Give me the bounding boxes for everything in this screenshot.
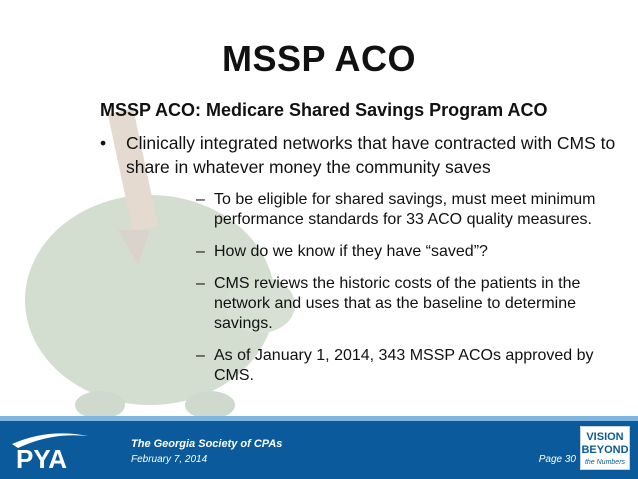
page-number: Page 30: [538, 454, 576, 465]
sub-bullet-text: CMS reviews the historic costs of the patients in the network and uses that as the baseline to determine savings.: [214, 275, 581, 332]
sub-bullet-text: To be eligible for shared savings, must meet minimum performance standards for 33 ACO quality measures.: [214, 191, 596, 228]
sub-bullet-marker: –: [196, 243, 205, 260]
bullet-marker: •: [100, 133, 107, 153]
badge-line-3: the Numbers: [584, 459, 626, 466]
main-bullet: [100, 131, 620, 179]
sub-bullet: [196, 346, 626, 386]
footer-bar: [0, 416, 638, 479]
pya-logo-icon: [8, 426, 116, 472]
sub-bullet-marker: –: [196, 347, 205, 364]
sub-bullet-text: As of January 1, 2014, 343 MSSP ACOs approved by CMS.: [214, 347, 594, 384]
slide-title: MSSP ACO: [221, 38, 417, 79]
footer-accent-stripe: [0, 416, 638, 421]
presentation-date: February 7, 2014: [131, 454, 208, 465]
badge-line-1: VISION: [586, 431, 624, 443]
sub-bullet-marker: –: [196, 275, 205, 292]
sub-bullet-marker: –: [196, 191, 205, 208]
logo-text: PYA: [16, 444, 68, 472]
main-bullet-text: Clinically integrated networks that have contracted with CMS to share in whatever money the community saves: [126, 133, 616, 177]
sub-bullet-list: [196, 190, 626, 398]
sub-bullet-text: How do we know if they have “saved”?: [214, 243, 488, 260]
badge-line-2: BEYOND: [581, 444, 629, 456]
organization-name: The Georgia Society of CPAs: [131, 438, 283, 450]
vision-beyond-badge: [580, 426, 630, 470]
slide-subtitle: MSSP ACO: Medicare Shared Savings Program ACO: [100, 100, 548, 120]
sub-bullet: [196, 190, 626, 230]
sub-bullet: [196, 242, 626, 262]
sub-bullet: [196, 274, 626, 334]
